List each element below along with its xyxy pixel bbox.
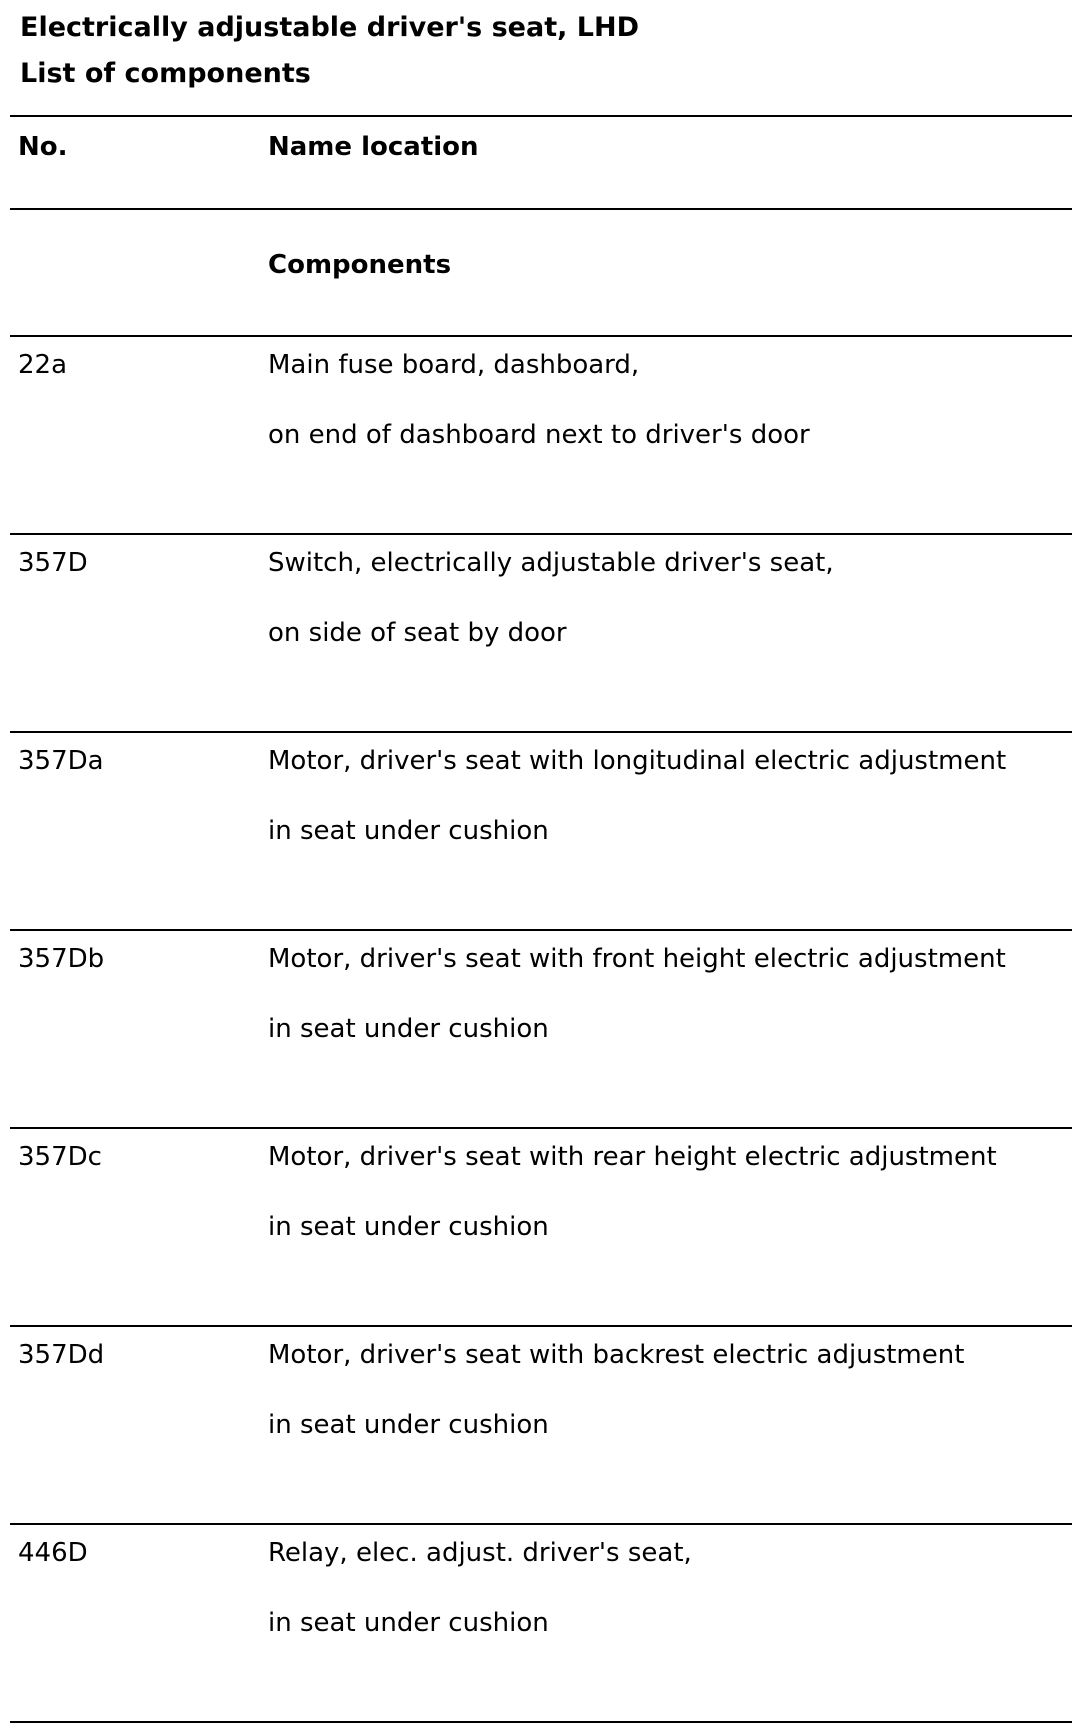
row-number: 446D bbox=[18, 1538, 88, 1568]
row-location: in seat under cushion bbox=[268, 1410, 549, 1440]
row-location: in seat under cushion bbox=[268, 1212, 549, 1242]
row-location: on end of dashboard next to driver's door bbox=[268, 420, 810, 450]
row-name: Motor, driver's seat with backrest electric adjustment bbox=[268, 1340, 965, 1370]
row-rule bbox=[10, 533, 1072, 535]
document-subtitle: List of components bbox=[20, 58, 311, 89]
section-rule bbox=[10, 335, 1072, 337]
row-number: 357Dc bbox=[18, 1142, 102, 1172]
row-location: on side of seat by door bbox=[268, 618, 567, 648]
section-heading: Components bbox=[268, 250, 452, 280]
row-name: Motor, driver's seat with longitudinal electric adjustment bbox=[268, 746, 1007, 776]
row-location: in seat under cushion bbox=[268, 1608, 549, 1638]
row-rule bbox=[10, 1127, 1072, 1129]
row-location: in seat under cushion bbox=[268, 816, 549, 846]
row-number: 22a bbox=[18, 350, 68, 380]
row-name: Relay, elec. adjust. driver's seat, bbox=[268, 1538, 692, 1568]
table-bottom-rule bbox=[10, 1721, 1072, 1723]
row-rule bbox=[10, 731, 1072, 733]
table-top-rule bbox=[10, 115, 1072, 117]
row-name: Switch, electrically adjustable driver's seat, bbox=[268, 548, 834, 578]
row-rule bbox=[10, 1325, 1072, 1327]
row-name: Motor, driver's seat with front height electric adjustment bbox=[268, 944, 1006, 974]
row-rule bbox=[10, 1523, 1072, 1525]
row-number: 357Dd bbox=[18, 1340, 105, 1370]
row-name: Motor, driver's seat with rear height electric adjustment bbox=[268, 1142, 997, 1172]
row-rule bbox=[10, 929, 1072, 931]
row-name: Main fuse board, dashboard, bbox=[268, 350, 640, 380]
header-no: No. bbox=[18, 132, 68, 162]
row-number: 357Db bbox=[18, 944, 105, 974]
row-location: in seat under cushion bbox=[268, 1014, 549, 1044]
document-title: Electrically adjustable driver's seat, LHD bbox=[20, 12, 639, 43]
header-rule bbox=[10, 208, 1072, 210]
header-name-location: Name location bbox=[268, 132, 479, 162]
row-number: 357Da bbox=[18, 746, 104, 776]
row-number: 357D bbox=[18, 548, 88, 578]
